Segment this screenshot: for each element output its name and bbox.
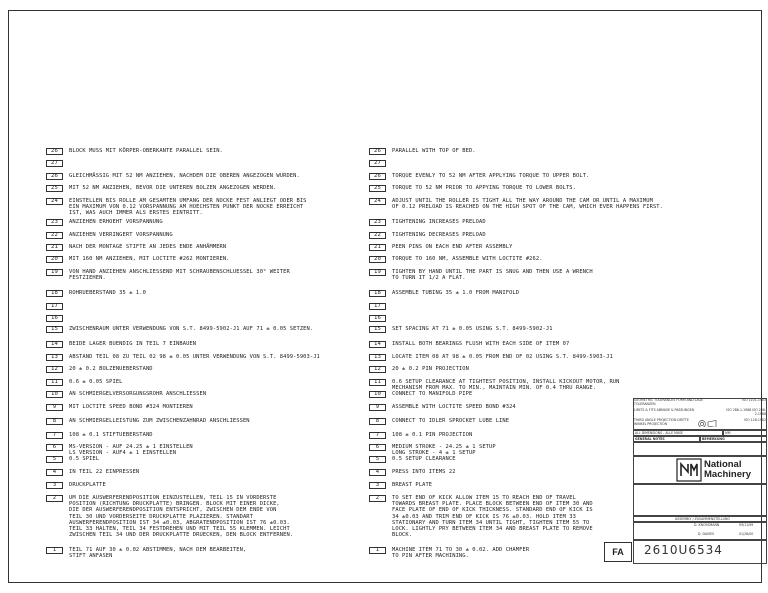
note-number-badge: 2	[369, 495, 386, 502]
note-row	[46, 404, 369, 411]
note-number-badge: 21	[46, 244, 63, 251]
note-row	[369, 341, 732, 348]
limits-label: LIMITS & FITS ABMASE & PASSUNGEN	[634, 408, 695, 412]
note-number-badge: 10	[369, 391, 386, 398]
note-number-badge: 16	[369, 315, 386, 322]
logo-line-1: National	[704, 459, 742, 470]
note-row	[46, 185, 369, 192]
note-text: ANZIEHEN VERRINGERT VORSPANNUNG	[69, 232, 173, 238]
note-text: ADJUST UNTIL THE ROLLER IS TIGHT ALL THE WAY AROUND THE CAM OR UNTIL A MAXIMUM OF 0.12 PRELOAD IS REACHED ON THE HIGH SPOT OF THE CAM, WHICH EVER HAPPENS FIRST.	[392, 198, 663, 211]
note-text: MACHINE ITEM 71 TO 30 ± 0.02. ADD CHAMFER TO PIN AFTER MACHINING.	[392, 547, 530, 560]
note-number-badge: 20	[46, 256, 63, 263]
note-number-badge: 23	[369, 219, 386, 226]
note-text: 20 ± 0.2 PIN PROJECTION	[392, 366, 469, 372]
note-row	[369, 185, 732, 192]
note-number-badge: 1	[369, 547, 386, 554]
note-row	[46, 244, 369, 251]
note-number-badge: 20	[369, 256, 386, 263]
note-text: BEIDE LAGER BUENDIG IN TEIL 7 EINBAUEN	[69, 341, 197, 347]
note-number-badge: 13	[46, 354, 63, 361]
note-text: 0.5 SPIEL	[69, 456, 100, 462]
note-number-badge: 7	[369, 432, 386, 439]
description-text: ASSEMBLY / ZUSAMMENSTELLUNG	[675, 517, 730, 521]
note-text: PARALLEL WITH TOP OF BED.	[392, 148, 476, 154]
drawing-number: 2610U6534	[644, 543, 723, 557]
note-text: GLEICHMÄSSIG MIT 52 NM ANZIEHEN, NACHDEM DIE OBEREN ANGEZOGEN WURDEN.	[69, 173, 300, 179]
note-number-badge: 24	[46, 198, 63, 205]
note-row	[369, 256, 732, 263]
note-row	[369, 160, 732, 167]
note-number-badge: 3	[369, 482, 386, 489]
logo-line-2: Machinery	[704, 469, 751, 480]
note-text: VON HAND ANZIEHEN ANSCHLIESSEND MIT SCHRAUBENSCHLUESSEL 30° WEITER FESTZIEHEN.	[69, 269, 290, 282]
note-row	[369, 269, 732, 281]
note-text: MS-VERSION - AUF 24.25 ± 1 EINSTELLEN LS VERSION - AUF4 ± 1 EINSTELLEN	[69, 444, 193, 457]
note-row	[369, 315, 732, 322]
note-number-badge: 27	[46, 160, 63, 167]
note-row	[46, 456, 369, 463]
note-text: TO SET END OF KICK ALLOW ITEM 15 TO REACH END OF TRAVEL TOWARDS BREAST PLATE. PLACE BLOCK BETWEEN END OF ITEM 30 AND FACE PLATE OF END OF KICK THICKNESS. STANDARD END OF KICK IS 34 ±0.03 AND TRIM END OF KICK IS 76 ±0.03. HOLD ITEM 33 STATIONARY AND TURN ITEM 34 UNTIL TIGHT, TIGHTEN ITEM 55 TO LOCK. LIGHTLY PRY BETWEEN ITEM 34 AND BREAST PLATE TO REMOVE BLOCK.	[392, 495, 593, 539]
note-number-badge: 22	[369, 232, 386, 239]
note-row	[46, 315, 369, 322]
note-text: TEIL 71 AUF 30 ± 0.02 ABSTIMMEN, NACH DEM BEARBEITEN, STIFT ANFASEN	[69, 547, 247, 560]
note-number-badge: 5	[369, 456, 386, 463]
note-number-badge: 25	[369, 185, 386, 192]
note-number-badge: 16	[46, 315, 63, 322]
note-number-badge: 9	[369, 404, 386, 411]
note-number-badge: 19	[369, 269, 386, 276]
note-text: BLOCK MUSS MIT KÖRPER-OBERKANTE PARALLEL SEIN.	[69, 148, 223, 154]
note-row	[46, 303, 369, 310]
note-text: 0.6 ± 0.05 SPIEL	[69, 379, 123, 385]
note-row	[369, 198, 732, 210]
note-text: TORQUE TO 160 NM, ASSEMBLE WITH LOCTITE #262.	[392, 256, 543, 262]
note-number-badge: 5	[46, 456, 63, 463]
note-row	[46, 160, 369, 167]
note-row	[46, 469, 369, 476]
note-text: 0.6 SETUP CLEARANCE AT TIGHTEST POSITION, INSTALL KICKOUT MOTOR, RUN MECHANISM FROM MAX. TO MIN., MAINTAIN MIN. OF 0.4 THRU RANGE.	[392, 379, 620, 392]
note-number-badge: 9	[46, 404, 63, 411]
note-row	[369, 219, 732, 226]
note-number-badge: 1	[46, 547, 63, 554]
note-row	[369, 366, 732, 373]
note-text: 108 ± 0.1 STIFTUEBERSTAND	[69, 432, 153, 438]
note-number-badge: 12	[369, 366, 386, 373]
note-row	[46, 418, 369, 425]
note-row	[46, 432, 369, 439]
note-row	[369, 326, 732, 333]
note-row	[46, 547, 369, 559]
note-text: AN SCHMIERGELVERSORGUNGSROHR ANSCHLIESSEN	[69, 391, 207, 397]
note-row	[369, 391, 732, 398]
note-number-badge: 22	[46, 232, 63, 239]
note-number-badge: 7	[46, 432, 63, 439]
note-text: MEDIUM STROKE - 24.25 ± 1 SETUP LONG STROKE - 4 ± 1 SETUP	[392, 444, 496, 457]
note-text: CONNECT TO IDLER SPROCKET LUBE LINE	[392, 418, 510, 424]
note-number-badge: 4	[369, 469, 386, 476]
note-text: CONNECT TO MANIFOLD PIPE	[392, 391, 473, 397]
note-number-badge: 26	[46, 173, 63, 180]
note-row	[46, 290, 369, 297]
note-text: BREAST PLATE	[392, 482, 433, 488]
note-row	[369, 244, 732, 251]
approval-box	[633, 522, 767, 540]
note-number-badge: 15	[46, 326, 63, 333]
iso-286-label: ISO 286-1-1988 ISO 286-2-1988	[726, 408, 766, 416]
logo-mark-icon	[676, 458, 702, 482]
note-number-badge: 21	[369, 244, 386, 251]
note-text: PRESS INTO ITEMS 22	[392, 469, 456, 475]
projection-symbol-icon	[695, 419, 717, 427]
note-number-badge: 19	[46, 269, 63, 276]
note-text: 108 ± 0.1 PIN PROJECTION	[392, 432, 473, 438]
drawn-date-text: 09/11/99	[739, 523, 754, 527]
note-number-badge: 4	[46, 469, 63, 476]
note-number-badge: 3	[46, 482, 63, 489]
note-number-badge: 17	[369, 303, 386, 310]
projection-label: THIRD ANGLE PROJECTION DRITTE WINKEL PROJECTION	[634, 418, 689, 426]
note-text: TORQUE EVENLY TO 52 NM AFTER APPLYING TORQUE TO UPPER BOLT.	[392, 173, 590, 179]
note-text: TORQUE TO 52 NM PRIOR TO APPYING TORQUE TO LOWER BOLTS.	[392, 185, 576, 191]
geometric-tolerances-label: GEOMETRIC TOLERANCES FORM AND LAGE TOLERANZEN	[634, 398, 704, 406]
note-number-badge: 6	[46, 444, 63, 451]
note-number-badge: 2	[46, 495, 63, 502]
note-text: TIGHTENING DECREASES PRELOAD	[392, 232, 486, 238]
note-number-badge: 26	[369, 148, 386, 155]
note-number-badge: 6	[369, 444, 386, 451]
note-text: UM DIE AUSWERFERENDPOSITION EINZUSTELLEN, TEIL 15 IN VORDERSTE POSITION (RICHTUNG DRUCKPLATTE) BRINGEN. BLOCK MIT EINER DICKE, DIE DER AUSWERFERENDPOSITION ENTSPRICHT, ZWISCHEN DEM ENDE VON TEIL 30 UND VORDERSEITE DRUCKPLATTE PLAZIEREN. STANDART AUSWERFERENDPOSITION IST 34 ±0.03, ABGRATENDPOSITION IST 76 ±0.03. TEIL 33 HALTEN, TEIL 34 FESTDREHEN UND MIT TEIL 55 KLEMMEN. LEICHT ZWISCHEN TEIL 34 UND DER DRUCKPLATTE DRUECKEN, DEN BLOCK ENTFERNEN.	[69, 495, 294, 539]
note-row	[369, 148, 732, 155]
note-text: NACH DER MONTAGE STIFTE AN JEDES ENDE ANHÄMMERN	[69, 244, 227, 250]
checked-date-text: 01/26/00	[739, 532, 754, 536]
note-number-badge: 8	[46, 418, 63, 425]
note-row	[46, 232, 369, 239]
note-text: LOCATE ITEM 08 AT 98 ± 0.05 FROM END OF 02 USING S.T. 8499-5903-J1	[392, 354, 613, 360]
dimensions-label: ALL DIMENSIONS - ALLE MASE	[633, 430, 723, 436]
company-logo	[676, 458, 766, 484]
note-row	[46, 219, 369, 226]
general-notes-label: GENERAL NOTES	[633, 436, 700, 442]
note-text: MIT 160 NM ANZIEHEN, MIT LOCTITE #262 MONTIEREN.	[69, 256, 230, 262]
iso-128-label: ISO 128-1982	[744, 418, 766, 422]
note-number-badge: 11	[46, 379, 63, 386]
note-text: SET SPACING AT 71 ± 0.05 USING S.T. 8499-5902-J1	[392, 326, 553, 332]
note-text: TIGHTENING INCREASES PRELOAD	[392, 219, 486, 225]
note-row	[46, 366, 369, 373]
note-row	[369, 354, 732, 361]
note-text: ZWISCHENRAUM UNTER VERWENDUNG VON S.T. 8499-5902-J1 AUF 71 ± 0.05 SETZEN.	[69, 326, 314, 332]
note-number-badge: 23	[46, 219, 63, 226]
note-row	[46, 173, 369, 180]
note-row	[46, 391, 369, 398]
units-label: MM	[723, 430, 767, 436]
note-number-badge: 18	[46, 290, 63, 297]
note-text: ABSTAND TEIL 08 ZU TEIL 02 98 ± 0.05 UNTER VERWENDUNG VON S.T. 8499-5903-J1	[69, 354, 320, 360]
note-row	[369, 232, 732, 239]
note-number-badge: 24	[369, 198, 386, 205]
note-text: MIT 52 NM ANZIEHEN, BEVOR DIE UNTEREN BOLZEN ANGEZOGEN WERDEN.	[69, 185, 277, 191]
note-text: DRUCKPLATTE	[69, 482, 106, 488]
iso-1101-label: ISO 1101-1983	[742, 398, 766, 402]
note-text: TIGHTEN BY HAND UNTIL THE PART IS SNUG AND THEN USE A WRENCH TO TURN IT 1/2 A FLAT.	[392, 269, 593, 282]
note-number-badge: 11	[369, 379, 386, 386]
note-number-badge: 12	[46, 366, 63, 373]
note-number-badge: 14	[369, 341, 386, 348]
note-row	[46, 269, 369, 281]
note-number-badge: 13	[369, 354, 386, 361]
note-row	[46, 482, 369, 489]
note-number-badge: 10	[46, 391, 63, 398]
note-row	[369, 173, 732, 180]
note-text: ROHRUEBERSTAND 35 ± 1.0	[69, 290, 146, 296]
note-text: ASSEMBLE WITH LOCTITE SPEED BOND #324	[392, 404, 516, 410]
note-number-badge: 27	[369, 160, 386, 167]
note-text: INSTALL BOTH BEARINGS FLUSH WITH EACH SIDE OF ITEM 07	[392, 341, 570, 347]
note-number-badge: 15	[369, 326, 386, 333]
revision-box: FA	[604, 542, 632, 562]
note-row	[46, 198, 369, 217]
note-row	[46, 148, 369, 155]
note-row	[369, 290, 732, 297]
note-text: 20 ± 0.2 BOLZENUEBERSTAND	[69, 366, 153, 372]
note-text: PEEN PINS ON EACH END AFTER ASSEMBLY	[392, 244, 513, 250]
note-row	[46, 256, 369, 263]
note-text: AN SCHMIERGELLEISTUNG ZUM ZWISCHENZAHNRAD ANSCHLIESSEN	[69, 418, 250, 424]
note-text: EINSTELLEN BIS ROLLE AM GESAMTEN UMFANG DER NOCKE FEST ANLIEGT ODER BIS EIN MAXIMUM VON 0.12 VORSPANNUNG AM HOECHSTEN PUNKT DER NOCKE ERREICHT IST, WAS AUCH IMMER ALS ERSTES EINTRITT.	[69, 198, 307, 217]
note-number-badge: 8	[369, 418, 386, 425]
note-text: ANZIEHEN ERHOEHT VORSPANNUNG	[69, 219, 163, 225]
note-row	[46, 341, 369, 348]
note-row	[46, 354, 369, 361]
note-row	[46, 444, 369, 456]
notes-box	[633, 442, 767, 456]
checked-by-text: D. DAVIES	[698, 532, 715, 536]
material-box	[633, 484, 767, 516]
note-row	[46, 495, 369, 538]
bemerkung-label: BEMERKUNG	[700, 436, 767, 442]
note-number-badge: 18	[369, 290, 386, 297]
note-number-badge: 14	[46, 341, 63, 348]
note-number-badge: 26	[369, 173, 386, 180]
note-text: 0.5 SETUP CLEARANCE	[392, 456, 456, 462]
note-text: ASSEMBLE TUBING 35 ± 1.0 FROM MANIFOLD	[392, 290, 520, 296]
note-row	[46, 379, 369, 386]
note-row	[369, 303, 732, 310]
note-row	[369, 379, 732, 391]
note-number-badge: 25	[46, 185, 63, 192]
note-number-badge: 26	[46, 148, 63, 155]
note-text: MIT LOCTITE SPEED BOND #324 MONTIEREN	[69, 404, 193, 410]
note-text: IN TEIL 22 EINPRESSEN	[69, 469, 140, 475]
note-row	[46, 326, 369, 333]
drawn-by-text: D. KNOSSMANN	[694, 523, 720, 527]
note-number-badge: 17	[46, 303, 63, 310]
